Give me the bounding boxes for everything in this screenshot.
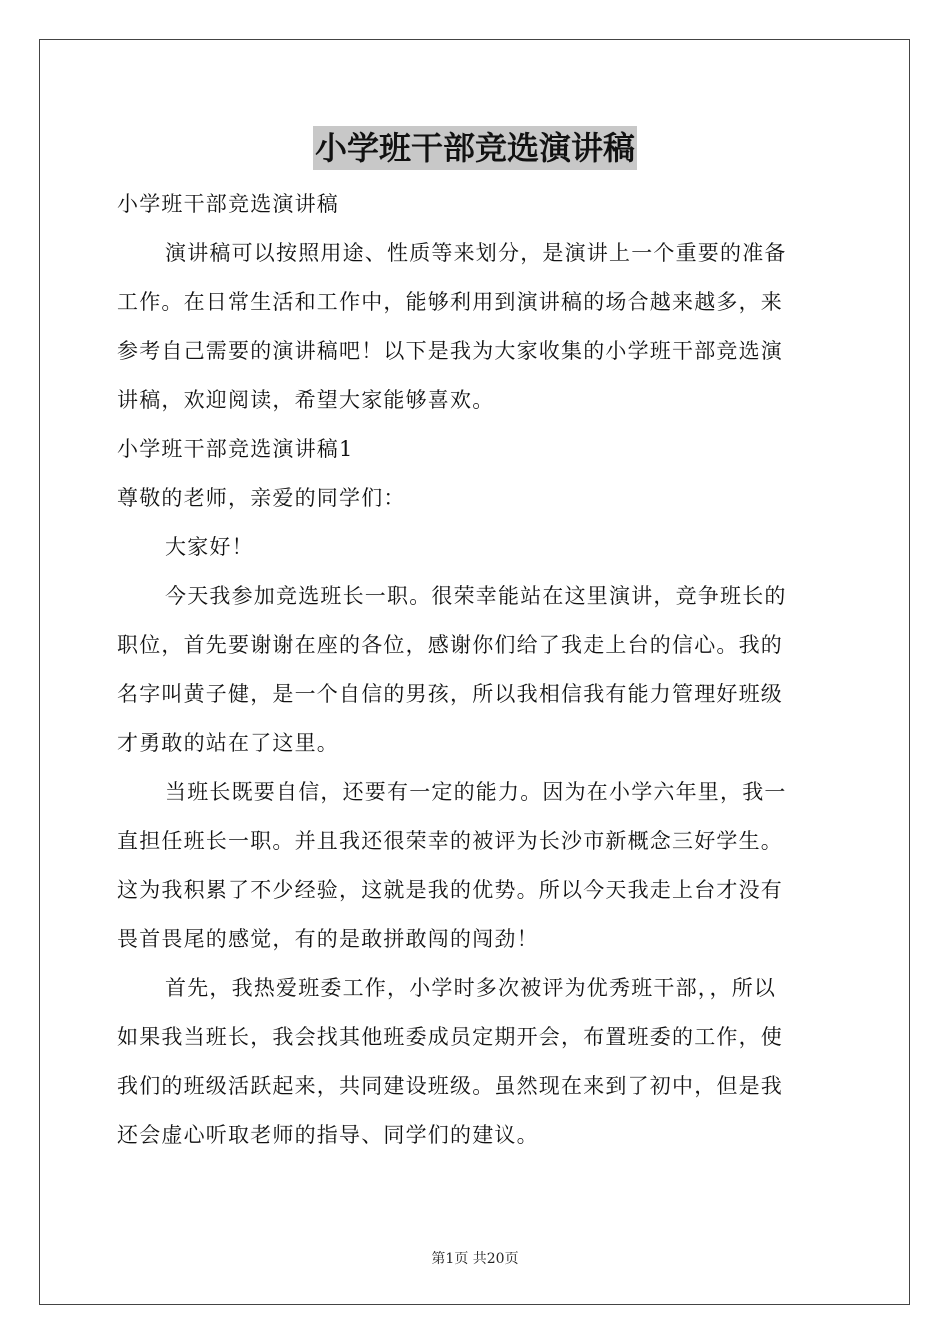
greeting-line: 大家好！	[165, 535, 254, 559]
paragraph-line: 今天我参加竞选班长一职。很荣幸能站在这里演讲，竞争班长的	[165, 584, 787, 608]
paragraph-line: 如果我当班长，我会找其他班委成员定期开会，布置班委的工作，使	[117, 1025, 783, 1049]
page-footer: 第1页 共20页	[431, 1251, 519, 1267]
paragraph-line: 直担任班长一职。并且我还很荣幸的被评为长沙市新概念三好学生。	[117, 829, 783, 853]
paragraph-line: 职位，首先要谢谢在座的各位，感谢你们给了我走上台的信心。我的	[117, 633, 783, 657]
section-heading: 小学班干部竞选演讲稿1	[117, 437, 354, 461]
document-body	[117, 180, 833, 1160]
title-container	[0, 126, 950, 170]
paragraph-line: 当班长既要自信，还要有一定的能力。因为在小学六年里，我一	[165, 780, 787, 804]
paragraph-line: 还会虚心听取老师的指导、同学们的建议。	[117, 1123, 539, 1147]
paragraph-line: 讲稿，欢迎阅读，希望大家能够喜欢。	[117, 388, 495, 412]
paragraph-line: 工作。在日常生活和工作中，能够利用到演讲稿的场合越来越多，来	[117, 290, 783, 314]
paragraph-line: 演讲稿可以按照用途、性质等来划分，是演讲上一个重要的准备	[165, 241, 787, 265]
document-title: 小学班干部竞选演讲稿	[313, 126, 637, 170]
paragraph-line: 名字叫黄子健，是一个自信的男孩，所以我相信我有能力管理好班级	[117, 682, 783, 706]
paragraph-line: 才勇敢的站在了这里。	[117, 731, 339, 755]
paragraph-line: 参考自己需要的演讲稿吧！以下是我为大家收集的小学班干部竞选演	[117, 339, 783, 363]
paragraph-line: 首先，我热爱班委工作，小学时多次被评为优秀班干部，，所以	[165, 976, 777, 1000]
salutation-line: 尊敬的老师，亲爱的同学们：	[117, 486, 406, 510]
paragraph-line: 畏首畏尾的感觉，有的是敢拼敢闯的闯劲！	[117, 927, 539, 951]
subtitle-line: 小学班干部竞选演讲稿	[117, 192, 339, 216]
paragraph-line: 这为我积累了不少经验，这就是我的优势。所以今天我走上台才没有	[117, 878, 783, 902]
paragraph-line: 我们的班级活跃起来，共同建设班级。虽然现在来到了初中，但是我	[117, 1074, 783, 1098]
